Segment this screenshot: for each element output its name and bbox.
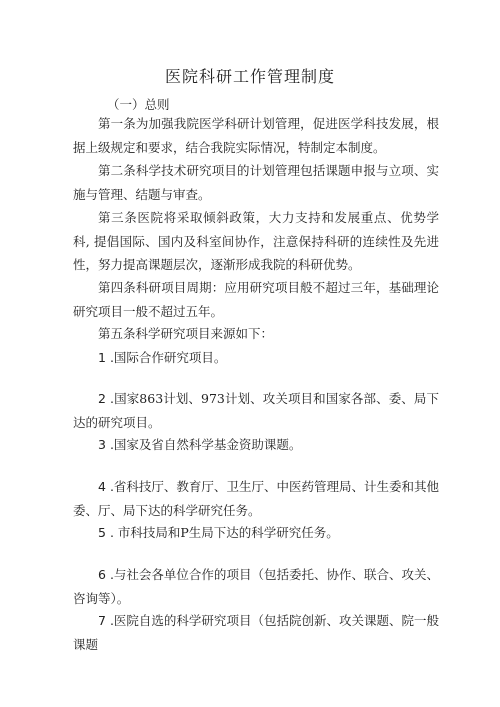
- list-item-number: 7: [98, 613, 106, 628]
- list-item-number: 5: [98, 525, 106, 540]
- paragraph-article-4: 第四条科研项目周期：应用研究项目般不超过三年，基础理论研究项目一般不超过五年。: [73, 280, 439, 319]
- list-item-number: 3: [98, 437, 106, 452]
- list-item: [73, 563, 439, 610]
- paragraph-article-3: 第三条医院将采取倾斜政策，大力支持和发展重点、优势学科, 提倡国际、国内及科室间协作，注意保持科研的连续性及先进性，努力提高课题层次，逐渐形成我院的科研优势。: [73, 210, 439, 272]
- paragraph-article-1: 第一条为加强我院医学科研计划管理，促进医学科技发展，根据上级规定和要求，结合我院实际情况，特制定本制度。: [73, 116, 439, 155]
- list-item: [73, 521, 439, 545]
- list-item-number: 2: [98, 391, 106, 406]
- paragraph-article-2: 第二条科学技术研究项目的计划管理包括课题申报与立项、实施与管理、结题与审查。: [73, 163, 439, 202]
- list-item: [73, 346, 439, 370]
- list-item-number: 4: [98, 479, 106, 494]
- list-item-text: .国家863计划、973计划、攻关项目和国家各部、委、局下达的研究项目。: [73, 391, 439, 430]
- list-item-text: .国际合作研究项目。: [109, 350, 227, 365]
- list-item-text: .省科技厅、教育厅、卫生厅、中医药管理局、计生委和其他委、厅、局下达的科学研究任务。: [73, 479, 439, 518]
- list-item: [73, 433, 439, 457]
- section-heading: （一）总则: [107, 97, 170, 112]
- document-title: 医院科研工作管理制度: [164, 67, 335, 86]
- list-item: [73, 475, 439, 522]
- list-item-text: .与社会各单位合作的项目（包括委托、协作、联合、攻关、咨询等）。: [73, 567, 439, 606]
- list-item-text: . 市科技局和P生局下达的科学研究任务。: [109, 525, 339, 540]
- list-item-number: 6: [98, 567, 106, 582]
- list-item-text: .国家及省自然科学基金资助课题。: [109, 437, 302, 452]
- list-item-number: 1: [98, 350, 106, 365]
- list-item: [73, 387, 439, 434]
- list-item-text: .医院自选的科学研究项目（包括院创新、攻关课题、院一般课题: [73, 613, 439, 652]
- paragraph-article-5: 第五条科学研究项目来源如下：: [98, 326, 274, 341]
- list-item: [73, 609, 439, 656]
